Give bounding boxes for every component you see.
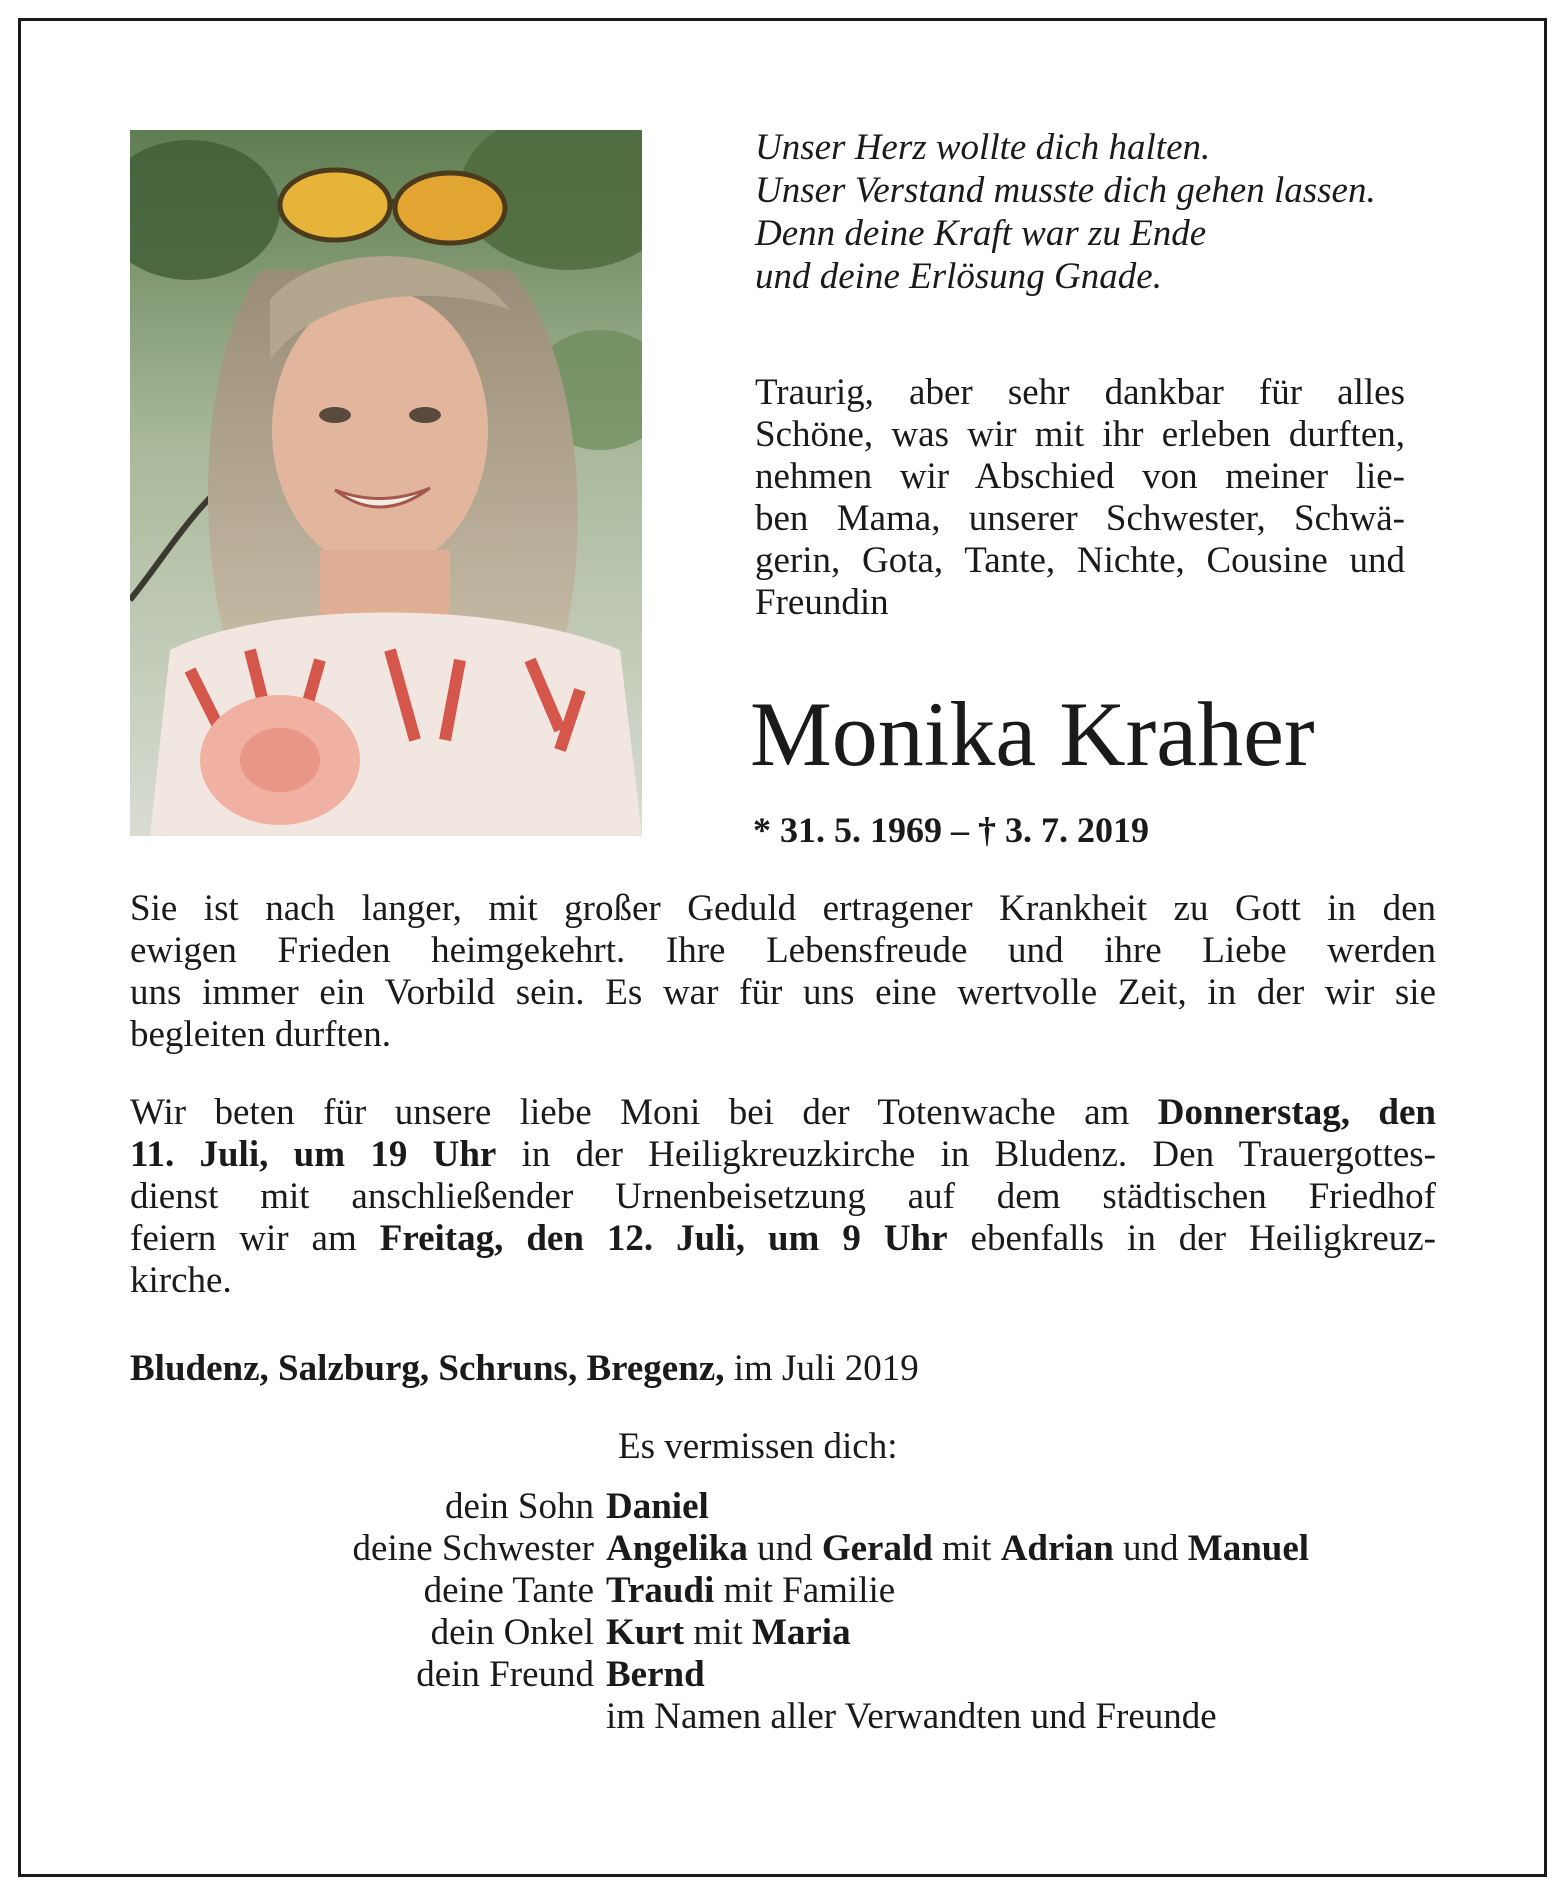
text: ebenfalls in der Heiligkreuz-: [947, 1218, 1436, 1259]
paragraph-line: dienst mit anschließender Urnenbeisetzung auf dem städtischen Friedhof: [130, 1176, 1436, 1217]
poem-line: Unser Herz wollte dich halten.: [755, 127, 1211, 168]
mourner-name: Kurt: [606, 1612, 685, 1653]
connector-text: mit Familie: [714, 1570, 896, 1611]
intro-line: ben Mama, unserer Schwester, Schwä-: [755, 498, 1405, 539]
mourner-names: [606, 1696, 1217, 1738]
paragraph-line: [130, 1092, 1436, 1134]
place-date: [130, 1348, 919, 1390]
mourner-name: Traudi: [606, 1570, 715, 1611]
poem-line: Unser Verstand musste dich gehen lassen.: [755, 170, 1376, 211]
paragraph-line: [130, 1218, 1436, 1260]
poem-line: und deine Erlösung Gnade.: [755, 256, 1162, 297]
life-dates: * 31. 5. 1969 – † 3. 7. 2019: [753, 810, 1149, 850]
intro-line: Traurig, aber sehr dankbar für alles: [755, 372, 1405, 413]
poem: [755, 126, 1455, 298]
text: Wir beten für unsere liebe Moni bei der Totenwache am: [130, 1092, 1158, 1133]
mourner-row: [130, 1570, 1510, 1612]
wake-time: 11. Juli, um 19 Uhr: [130, 1134, 497, 1175]
mourner-row: [130, 1696, 1510, 1738]
intro-line: gerin, Gota, Tante, Nichte, Cousine und: [755, 540, 1405, 581]
mourner-names: [606, 1486, 709, 1528]
connector-text: und: [747, 1528, 822, 1569]
mourner-relation: deine Tante: [423, 1570, 594, 1611]
mourner-name: Manuel: [1187, 1528, 1310, 1569]
mourner-names: [606, 1528, 1309, 1570]
portrait-photo: [130, 130, 642, 836]
mourner-relation: deine Schwester: [352, 1528, 594, 1569]
paragraph-line: begleiten durften.: [130, 1014, 391, 1055]
mourners-list: [130, 1486, 1510, 1738]
date: im Juli 2019: [724, 1348, 919, 1389]
paragraph-illness: [130, 888, 1436, 1056]
mourner-name: Bernd: [606, 1654, 705, 1695]
mourner-name: Gerald: [821, 1528, 933, 1569]
text: in der Heiligkreuzkirche in Bludenz. Den Trauergottes-: [496, 1134, 1437, 1175]
intro-line: Schöne, was wir mit ihr erleben durften,: [755, 414, 1405, 455]
poem-line: Denn deine Kraft war zu Ende: [755, 213, 1207, 254]
mourner-row: [130, 1654, 1510, 1696]
mourner-row: [130, 1612, 1510, 1654]
wake-date: Donnerstag, den: [1157, 1092, 1436, 1133]
mourner-relation: [130, 1696, 606, 1738]
paragraph-services: [130, 1092, 1436, 1302]
deceased-name: Monika Kraher: [750, 683, 1315, 785]
mourner-names: [606, 1654, 705, 1696]
connector-text: und: [1113, 1528, 1188, 1569]
paragraph-line: uns immer ein Vorbild sein. Es war für uns eine wertvolle Zeit, in der wir sie: [130, 972, 1436, 1013]
funeral-date: Freitag, den 12. Juli, um 9 Uhr: [379, 1218, 948, 1259]
mourner-relation: dein Sohn: [444, 1486, 594, 1527]
connector-text: im Namen aller Verwandten und Freunde: [606, 1696, 1217, 1737]
paragraph-line: Sie ist nach langer, mit großer Geduld ertragener Krankheit zu Gott in den: [130, 888, 1436, 929]
mourner-relation: dein Onkel: [430, 1612, 594, 1653]
text: feiern wir am: [130, 1218, 380, 1259]
connector-text: mit: [932, 1528, 1001, 1569]
mourner-name: Adrian: [1000, 1528, 1114, 1569]
paragraph-line: [130, 1134, 1436, 1176]
intro-line: nehmen wir Abschied von meiner lie-: [755, 456, 1405, 497]
mourner-name: Daniel: [606, 1486, 709, 1527]
mourner-name: Maria: [751, 1612, 851, 1653]
intro-text: [755, 372, 1405, 624]
cities: Bludenz, Salzburg, Schruns, Bregenz,: [130, 1348, 725, 1389]
paragraph-line: ewigen Frieden heimgekehrt. Ihre Lebensfreude und ihre Liebe werden: [130, 930, 1436, 971]
mourners-heading: Es vermissen dich:: [618, 1426, 898, 1467]
mourner-row: [130, 1486, 1510, 1528]
connector-text: mit: [684, 1612, 752, 1653]
paragraph-line: kirche.: [130, 1260, 232, 1301]
mourner-name: Angelika: [606, 1528, 748, 1569]
mourner-names: [606, 1570, 895, 1612]
intro-line: Freundin: [755, 582, 889, 623]
mourner-row: [130, 1528, 1510, 1570]
mourner-names: [606, 1612, 851, 1654]
mourner-relation: dein Freund: [416, 1654, 594, 1695]
